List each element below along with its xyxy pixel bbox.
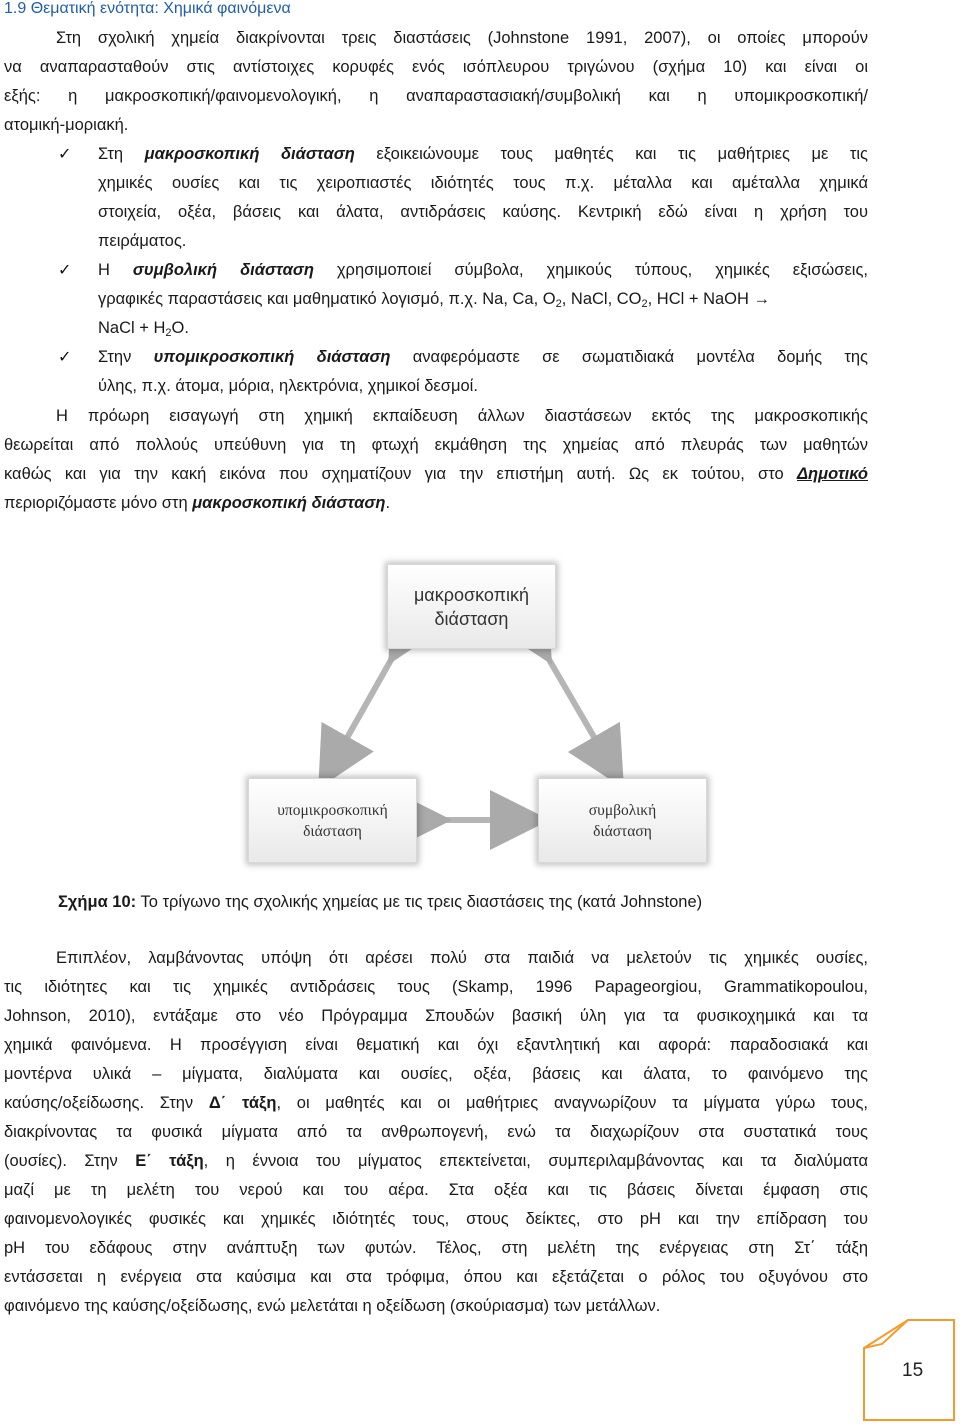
intro-line-1: Στη σχολική χημεία διακρίνονται τρεις διαστάσεις (Johnstone 1991, 2007), οι οποίες μπορούν [56, 29, 868, 47]
johnstone-triangle-diagram [0, 540, 960, 870]
node-macroscopic-line-2: διάσταση [434, 608, 509, 629]
paragraph-3 [4, 944, 868, 1321]
figure-caption [58, 893, 702, 912]
para3-line-12: εντάσσεται η ενέργεια στα καύσιμα και στα τρόφιμα, όπου και εξετάζεται ο ρόλος του οξυγόνου στο [4, 1268, 868, 1286]
arrow-top-right [540, 644, 612, 768]
arrow-top-left [330, 644, 400, 768]
paragraph-2 [4, 402, 868, 518]
keyword-macroscopic: μακροσκοπική διάσταση [144, 145, 355, 163]
para3-line-2: τις ιδιότητες και τις χημικές αντιδράσεις τους (Skamp, 1996 Papageorgiou, Grammatikopoulou, [4, 978, 868, 996]
para3-line-10: φαινομενολογικές φυσικές και χημικές ιδιότητές τους, στους δείκτες, στο pH και την επίδραση του [4, 1210, 868, 1228]
list-item-macroscopic [58, 140, 868, 256]
node-submicroscopic-line-2: διάσταση [303, 822, 362, 840]
keyword-grade-d: Δ΄ τάξη [208, 1094, 277, 1112]
para2-line-4: περιοριζόμαστε μόνο στη μακροσκοπική διάσταση. [4, 494, 391, 512]
intro-line-3: εξής: η μακροσκοπική/φαινομενολογική, η αναπαραστασιακή/συμβολική και η υπομικροσκοπική/ [4, 87, 868, 105]
keyword-grade-e: Ε΄ τάξη [135, 1152, 204, 1170]
keyword-primary-school: Δημοτικό [796, 465, 868, 483]
keyword-submicroscopic: υπομικροσκοπική διάσταση [153, 348, 391, 366]
para3-line-11: pH του εδάφους στην ανάπτυξη των φυτών. Τέλος, στη μελέτη της ενέργειας στη Στ΄ τάξη [4, 1239, 868, 1257]
para2-line-1: Η πρόωρη εισαγωγή στη χημική εκπαίδευση άλλων διαστάσεων εκτός της μακροσκοπικής [56, 407, 868, 425]
list-item-submicroscopic [58, 343, 868, 401]
bullet-3-line-1: Στην υπομικροσκοπική διάσταση αναφερόμαστε σε σωματιδιακά μοντέλα δομής της [98, 348, 868, 366]
para3-line-1: Επιπλέον, λαμβάνοντας υπόψη ότι αρέσει πολύ στα παιδιά να μελετούν τις χημικές ουσίες, [56, 949, 868, 967]
checkmark-icon: ✓ [58, 349, 72, 366]
para3-line-3: Johnson, 2010), εντάξαμε στο νέο Πρόγραμμα Σπουδών βασική ύλη για τα φυσικοχημικά και τα [4, 1007, 868, 1025]
para3-line-5: μοντέρνα υλικά – μίγματα, διαλύματα και ουσίες, οξέα, βάσεις και άλατα, το φαινόμενο της [4, 1065, 868, 1083]
node-symbolic-line-2: διάσταση [593, 822, 652, 840]
para2-line-3: καθώς και για την κακή εικόνα που σχηματίζουν για την επιστήμη αυτή. Ως εκ τούτου, στο Δημοτικό [4, 465, 868, 483]
bullet-3-line-2: ύλης, π.χ. άτομα, μόρια, ηλεκτρόνια, χημικοί δεσμοί. [98, 377, 478, 395]
para3-line-13: φαινόμενο της καύσης/οξείδωσης, ενώ μελετάται η οξείδωση (σκούριασμα) των μετάλλων. [4, 1297, 661, 1315]
node-macroscopic [387, 564, 556, 649]
para3-line-9: μαζί με τη μελέτη του νερού και του αέρα. Στα οξέα και τις βάσεις δίνεται έμφαση στις [4, 1181, 868, 1199]
intro-line-4: ατομική-μοριακή. [4, 116, 129, 134]
bullet-2-line-2: γραφικές παραστάσεις και μαθηματικό λογισμό, π.χ. Na, Ca, $O_2$, NaCl, $CO_2$, HCl + NaOH → [98, 290, 771, 310]
para3-line-7: διακρίνοντας τα φυσικά μίγματα από τα ανθρωπογενή, ενώ τα διαχωρίζουν στα συστατικά τους [4, 1123, 868, 1141]
list-item-symbolic [58, 256, 868, 343]
checkmark-icon: ✓ [58, 146, 72, 163]
para3-line-8: (ουσίες). Στην Ε΄ τάξη, η έννοια του μίγματος επεκτείνεται, συμπεριλαμβάνοντας και τα διαλύματα [4, 1152, 868, 1170]
keyword-symbolic: συμβολική διάσταση [132, 261, 314, 279]
bullet-1-line-2: χημικές ουσίες και τις χειροπιαστές ιδιότητές τους π.χ. μέταλλα και αμέταλλα χημικά [98, 174, 868, 192]
checkmark-icon: ✓ [58, 262, 72, 279]
dimensions-list [58, 140, 868, 401]
para3-line-4: χημικά φαινόμενα. Η προσέγγιση είναι θεματική και όχι εξαντλητική και αφορά: παραδοσιακά και [4, 1036, 868, 1054]
intro-line-2: να αναπαρασταθούν στις αντίστοιχες κορυφές ενός ισόπλευρου τριγώνου (σχήμα 10) και είναι οι [4, 58, 868, 76]
page-number: 15 [902, 1360, 924, 1381]
bullet-2-line-1: Η συμβολική διάσταση χρησιμοποιεί σύμβολα, χημικούς τύπους, χημικές εξισώσεις, [98, 261, 869, 279]
caption-label: Σχήμα 10: [58, 893, 137, 911]
para3-line-6: καύσης/οξείδωσης. Στην Δ΄ τάξη, οι μαθητές και οι μαθήτριες αναγνωρίζουν τα μίγματα γύρω τους, [4, 1094, 868, 1112]
bullet-1-line-1: Στη μακροσκοπική διάσταση εξοικειώνουμε τους μαθητές και τις μαθήτριες με τις [98, 145, 868, 163]
keyword-macroscopic-2: μακροσκοπική διάσταση [192, 494, 386, 512]
bullet-1-line-4: πειράματος. [98, 232, 187, 250]
node-submicroscopic-line-1: υπομικροσκοπική [277, 801, 388, 819]
caption-text: Το τρίγωνο της σχολικής χημείας με τις τρεις διαστάσεις της (κατά Johnstone) [136, 893, 703, 911]
node-macroscopic-line-1: μακροσκοπική [413, 584, 530, 605]
node-symbolic-line-1: συμβολική [588, 801, 657, 819]
reaction-arrow-icon: → [753, 290, 771, 308]
bullet-1-line-3: στοιχεία, οξέα, βάσεις και άλατα, αντιδράσεις καύσης. Κεντρική εδώ είναι η χρήση του [98, 203, 868, 221]
para2-line-2: θεωρείται από πολλούς υπεύθυνη για τη φτωχή εκμάθηση της χημείας από πλευράς των μαθητών [4, 436, 868, 454]
node-submicroscopic [248, 778, 417, 863]
bullet-2-line-3: NaCl + $H_2O$. [98, 319, 189, 339]
section-heading: 1.9 Θεματική ενότητα: Χημικά φαινόμενα [4, 0, 291, 17]
node-symbolic [538, 778, 707, 863]
intro-paragraph [4, 24, 868, 140]
